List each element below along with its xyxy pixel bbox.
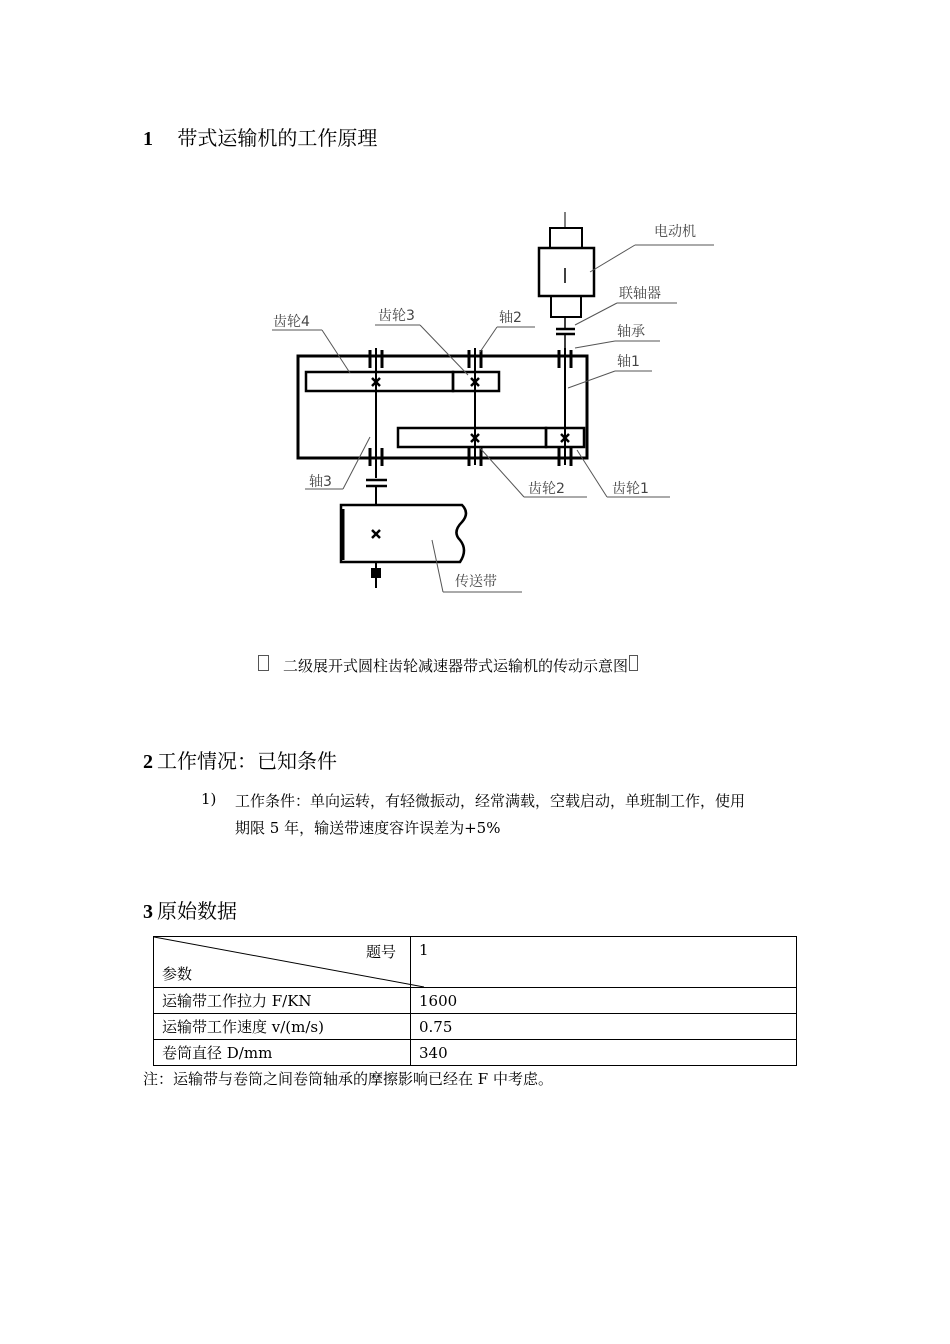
section-1-title: 带式运输机的工作原理 (177, 126, 378, 150)
label-gear-4: 齿轮4 (273, 314, 310, 330)
condition-item-marker: 1) (201, 790, 217, 808)
label-shaft-1: 轴1 (617, 354, 640, 370)
row-value: 0.75 (411, 1014, 797, 1040)
diagonal-header-cell (154, 937, 411, 988)
label-coupling: 联轴器 (619, 286, 661, 302)
condition-line-1: 工作条件：单向运转，有轻微振动，经常满载，空载启动，单班制工作，使用 (235, 792, 746, 810)
label-belt: 传送带 (455, 574, 497, 590)
motor-body (539, 248, 594, 296)
conveyor-drum (341, 505, 466, 562)
row-label: 运输带工作速度 v/(m/s) (154, 1014, 411, 1040)
label-bearing: 轴承 (617, 324, 645, 340)
row-value: 340 (411, 1040, 797, 1066)
table-row (154, 988, 797, 1014)
table-row (154, 1014, 797, 1040)
motor-top (550, 228, 582, 248)
section-1-heading (143, 122, 377, 151)
header-bottom-label: 参数 (162, 965, 193, 983)
transmission-diagram (0, 200, 950, 610)
table-header-row (154, 937, 797, 988)
row-label: 运输带工作拉力 F/KN (154, 988, 411, 1014)
figure-caption (258, 655, 638, 676)
section-2-heading (143, 745, 337, 774)
label-gear-3: 齿轮3 (378, 308, 415, 324)
caption-box-glyph (258, 655, 269, 671)
label-shaft-2: 轴2 (499, 310, 522, 326)
label-motor: 电动机 (654, 224, 696, 240)
row-label: 卷筒直径 D/mm (154, 1040, 411, 1066)
label-gear-2: 齿轮2 (528, 481, 565, 497)
header-top-label: 题号 (365, 943, 396, 961)
caption-text: 二级展开式圆柱齿轮减速器带式运输机的传动示意图 (283, 657, 629, 675)
section-3-title: 原始数据 (157, 899, 237, 923)
gear-4 (306, 372, 453, 391)
section-1-number: 1 (143, 128, 153, 150)
section-3-heading (143, 895, 237, 924)
original-data-table (153, 936, 797, 1066)
section-2-title: 工作情况：已知条件 (157, 749, 337, 773)
label-shaft-3: 轴3 (309, 474, 332, 490)
table-row (154, 1040, 797, 1066)
header-value-cell: 1 (411, 937, 797, 988)
table-note: 注：运输带与卷筒之间卷筒轴承的摩擦影响已经在 F 中考虑。 (143, 1070, 553, 1088)
label-gear-1: 齿轮1 (612, 481, 649, 497)
row-value: 1600 (411, 988, 797, 1014)
motor-bottom (551, 296, 581, 317)
caption-box-glyph-end (629, 655, 638, 671)
condition-line-2: 期限 5 年，输送带速度容许误差为+5% (235, 819, 501, 837)
section-2-number: 2 (143, 751, 153, 773)
section-3-number: 3 (143, 901, 153, 923)
gear-2 (398, 428, 546, 447)
